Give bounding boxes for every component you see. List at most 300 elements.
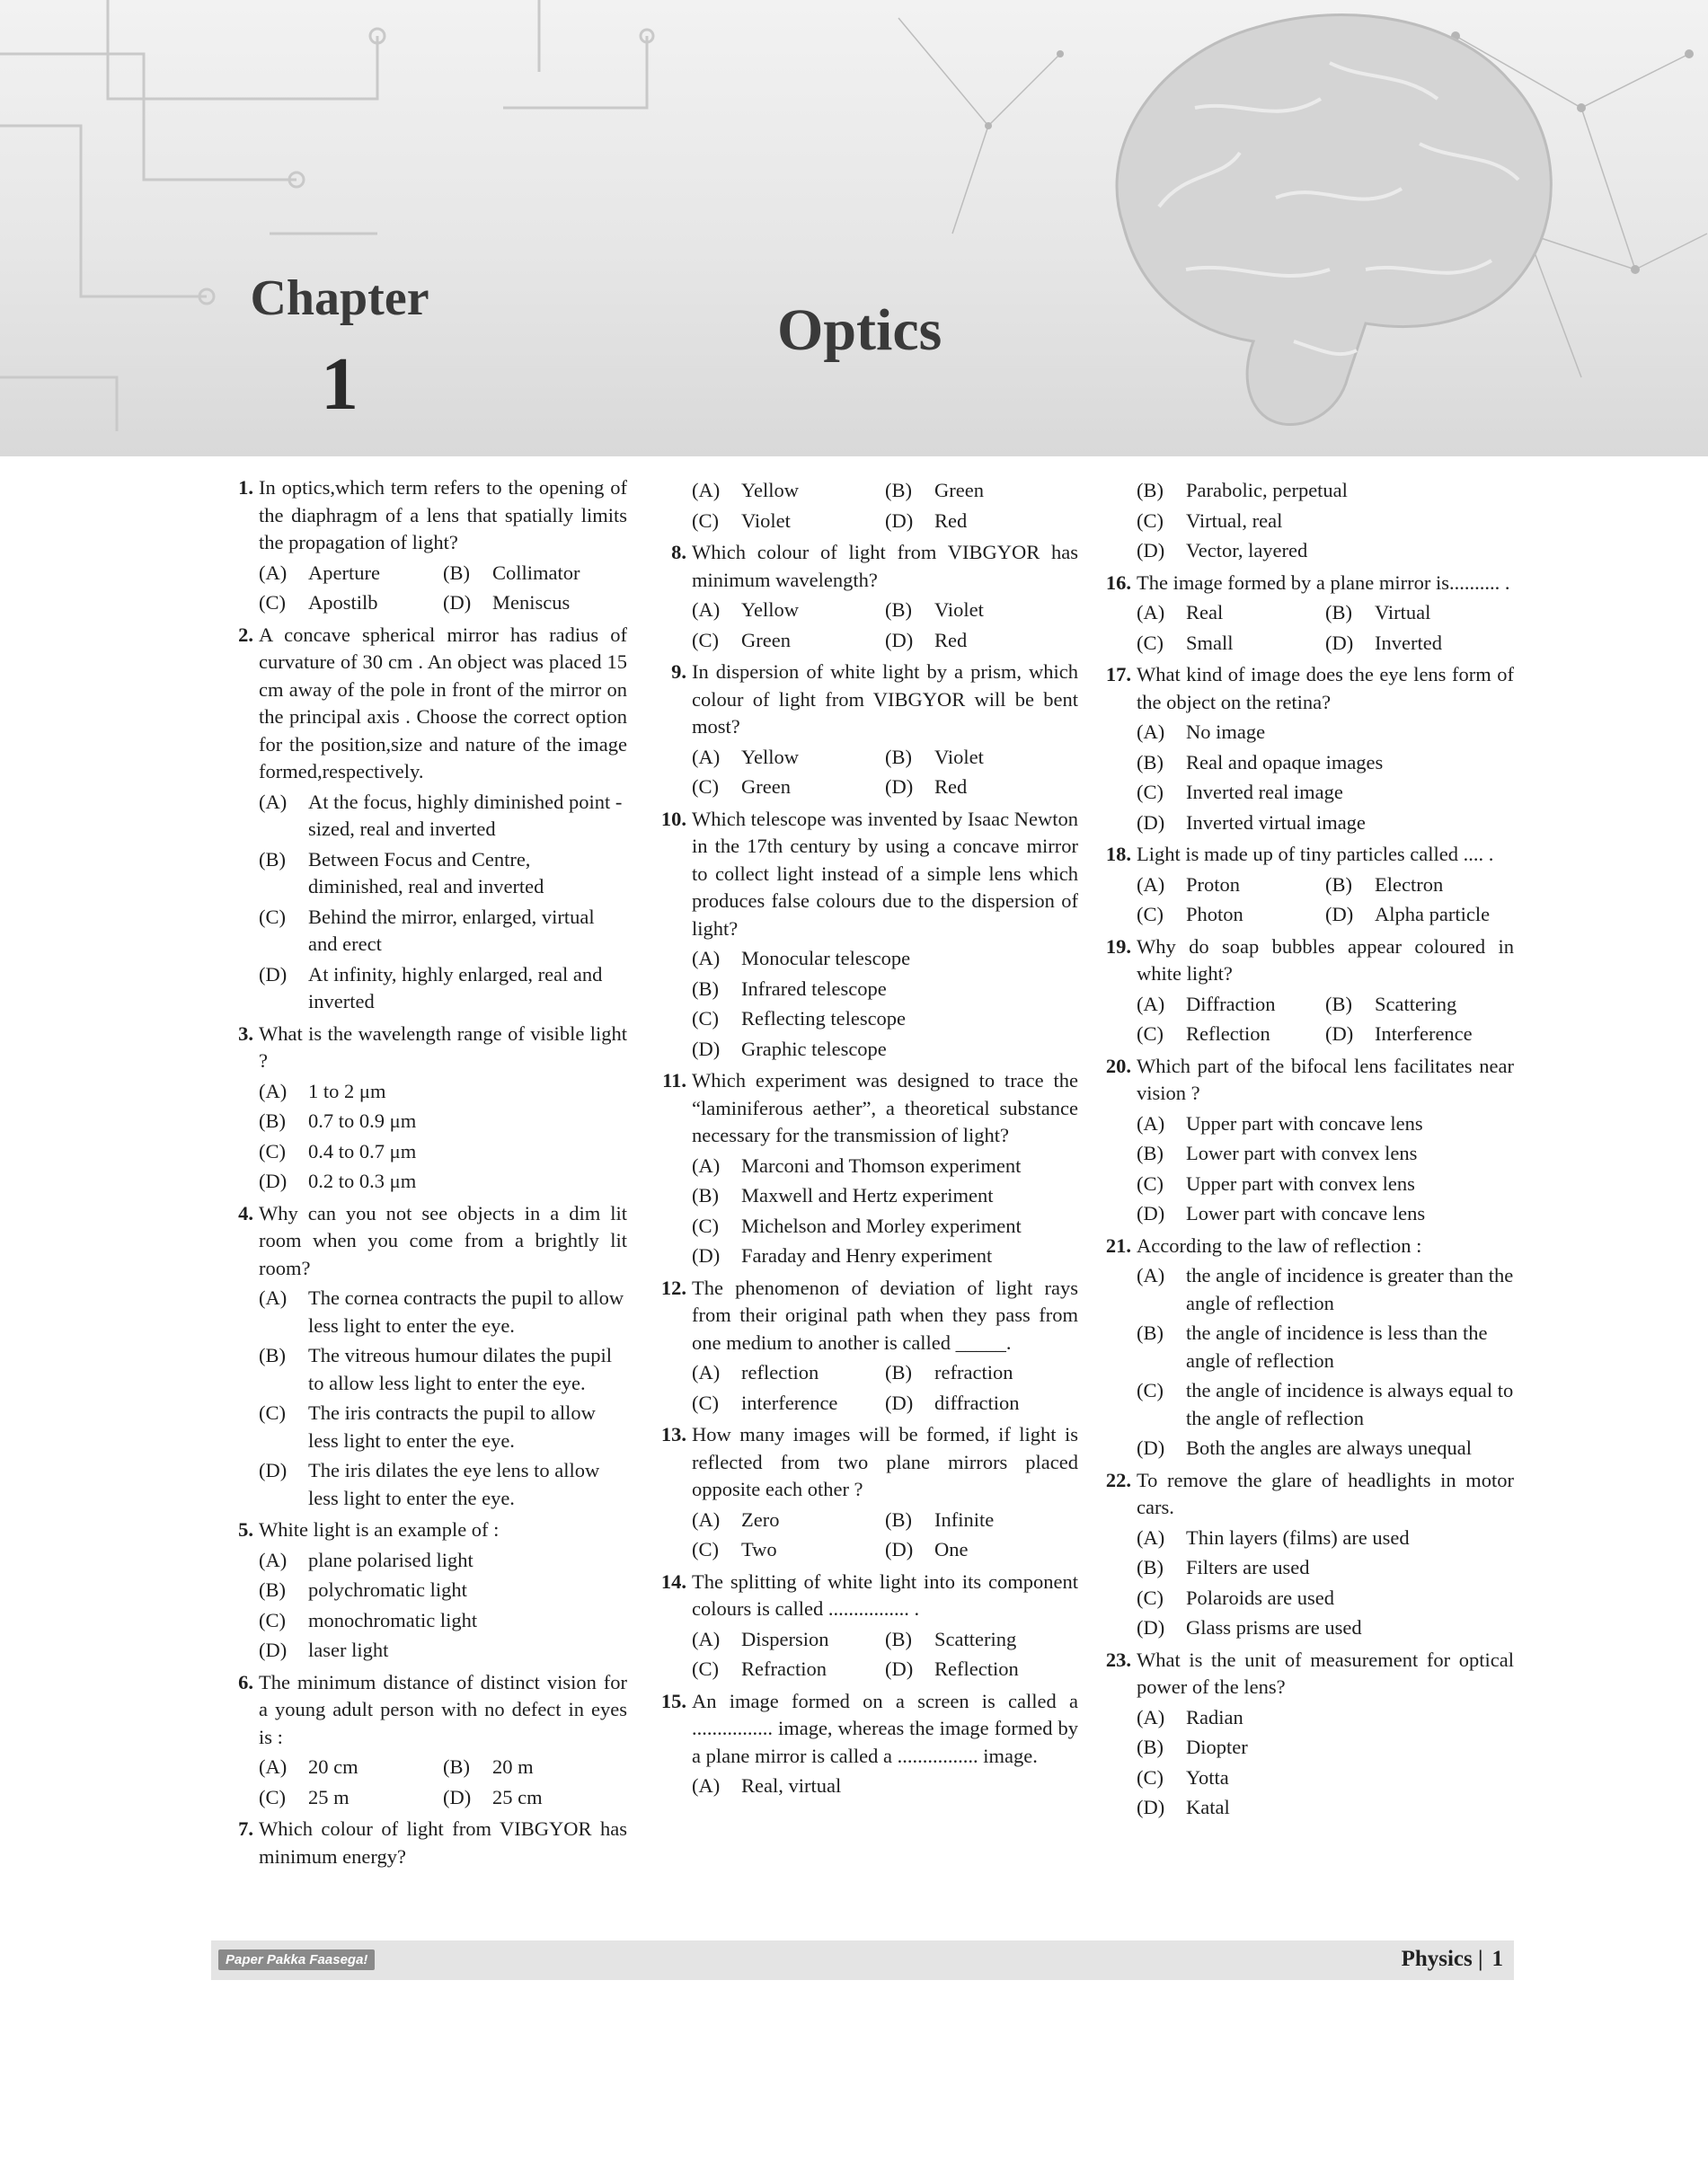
question-number: 9.: [671, 660, 686, 683]
option-label: (D): [1137, 539, 1165, 561]
question-number: 16.: [1105, 570, 1131, 594]
option-text: Monocular telescope: [741, 947, 911, 969]
question: [656, 806, 1078, 1066]
option-label: (A): [1137, 1525, 1165, 1549]
question-text: An image formed on a screen is called a ................ image, whereas the image formed by a plane mirror is called a ................ image.: [692, 1689, 1078, 1767]
answer-option: [259, 961, 627, 1016]
option-label: (C): [692, 1391, 719, 1414]
answer-option: [259, 1285, 627, 1339]
option-label: (C): [259, 1139, 286, 1162]
question-text: Which telescope was invented by Isaac Newton in the 17th century by using a concave mirror to collect light instead of a simple lens which produces false colours due to the dispersion of light?: [692, 807, 1078, 940]
option-text: Alpha particle: [1375, 903, 1491, 925]
option-text: Filters are used: [1186, 1556, 1310, 1578]
option-label: (B): [443, 561, 470, 584]
option-label: (C): [692, 1007, 719, 1030]
answer-option: [259, 560, 443, 588]
option-label: (A): [692, 1507, 721, 1531]
answer-options: [1137, 991, 1514, 1051]
option-text: Upper part with concave lens: [1186, 1111, 1423, 1135]
answer-option: [885, 744, 1078, 772]
answer-option: [692, 1772, 1078, 1800]
option-text: Between Focus and Centre, diminished, real and inverted: [308, 847, 544, 897]
option-text: 0.4 to 0.7 μm: [308, 1139, 417, 1162]
answer-option: [692, 1153, 1078, 1180]
option-text: Photon: [1186, 903, 1243, 925]
option-text: Scattering: [1375, 992, 1457, 1015]
option-label: (B): [1137, 1556, 1164, 1578]
option-label: (C): [692, 1538, 719, 1560]
question-number: 19.: [1105, 934, 1131, 958]
question: [223, 474, 627, 620]
answer-option: [1137, 1764, 1514, 1792]
option-label: (B): [885, 598, 912, 621]
answer-option: [692, 1005, 1078, 1033]
answer-option: [259, 1637, 627, 1665]
question-number: 17.: [1105, 663, 1131, 685]
option-label: (C): [692, 628, 719, 651]
option-text: Meniscus: [492, 591, 571, 614]
question: [1101, 841, 1514, 932]
option-label: (A): [692, 947, 721, 969]
option-text: The cornea contracts the pupil to allow less light to enter the eye.: [308, 1286, 624, 1337]
option-label: (B): [1325, 992, 1352, 1015]
answer-option: [1137, 477, 1514, 505]
option-text: Scattering: [934, 1627, 1017, 1650]
page-number: 1: [1491, 1947, 1503, 1971]
answer-option: [692, 774, 885, 801]
option-label: (D): [259, 1459, 288, 1481]
answer-option: [885, 508, 1078, 535]
question-text: The minimum distance of distinct vision for a young adult person with no defect in eyes is :: [259, 1670, 627, 1748]
answer-option: [1137, 1110, 1514, 1138]
option-label: (C): [692, 1658, 719, 1680]
answer-options: [1137, 719, 1514, 839]
option-label: (C): [259, 591, 286, 614]
answer-option: [1137, 1171, 1514, 1198]
question-text: According to the law of reflection :: [1137, 1233, 1422, 1257]
option-text: monochromatic light: [308, 1608, 478, 1631]
question: [1101, 1647, 1514, 1825]
question: [1101, 1053, 1514, 1231]
answer-option: [1137, 719, 1514, 747]
question-text: White light is an example of :: [259, 1518, 500, 1541]
option-label: (D): [443, 591, 472, 614]
option-text: Behind the mirror, enlarged, virtual and erect: [308, 905, 595, 955]
option-label: (D): [885, 1658, 914, 1680]
question-text: What is the wavelength range of visible light ?: [259, 1021, 627, 1072]
option-text: Reflection: [934, 1658, 1019, 1680]
page-footer: [211, 1940, 1514, 1980]
answer-option: [259, 1607, 627, 1635]
option-label: (D): [885, 628, 914, 651]
option-text: Reflecting telescope: [741, 1007, 907, 1030]
answer-options: [259, 789, 627, 1019]
answer-option: [885, 597, 1078, 624]
option-label: (D): [885, 1391, 914, 1414]
answer-option: [1137, 1734, 1514, 1762]
option-text: Yellow: [741, 598, 799, 621]
question-number: 13.: [660, 1423, 686, 1445]
question-text: Which colour of light from VIBGYOR has minimum wavelength?: [692, 541, 1078, 591]
answer-option: [885, 1536, 1078, 1564]
question: [1101, 1467, 1514, 1645]
option-label: (A): [692, 598, 721, 621]
option-label: (C): [259, 905, 286, 928]
answer-option: [1137, 749, 1514, 777]
brain-illustration: [1117, 15, 1551, 425]
answer-option: [692, 1036, 1078, 1064]
option-label: (C): [692, 508, 719, 532]
option-label: (D): [1137, 1616, 1165, 1639]
answer-option: [259, 1784, 443, 1812]
option-text: Glass prisms are used: [1186, 1616, 1362, 1639]
answer-option: [885, 1390, 1078, 1418]
option-label: (A): [1137, 1705, 1165, 1728]
answer-option: [1137, 779, 1514, 807]
option-text: Real and opaque images: [1186, 750, 1384, 774]
option-text: Inverted virtual image: [1186, 810, 1366, 834]
option-text: Violet: [934, 745, 984, 768]
answer-option: [443, 589, 627, 617]
option-text: Lower part with concave lens: [1186, 1202, 1426, 1224]
option-label: (A): [1137, 601, 1165, 623]
option-label: (C): [1137, 1586, 1164, 1609]
option-label: (D): [1325, 903, 1354, 925]
option-text: Maxwell and Hertz experiment: [741, 1184, 994, 1207]
option-text: Real, virtual: [741, 1774, 842, 1797]
option-text: Polaroids are used: [1186, 1586, 1334, 1609]
option-text: Vector, layered: [1186, 539, 1308, 561]
option-label: (C): [259, 1401, 286, 1424]
option-label: (C): [259, 1785, 286, 1808]
option-text: Small: [1186, 631, 1234, 654]
question-text: Why do soap bubbles appear coloured in white light?: [1137, 934, 1514, 985]
option-text: The vitreous humour dilates the pupil to allow less light to enter the eye.: [308, 1344, 613, 1394]
answer-options: [692, 1626, 1078, 1686]
option-text: interference: [741, 1391, 838, 1414]
question-number: 11.: [662, 1069, 686, 1092]
option-label: (D): [1325, 631, 1354, 654]
question-number: 20.: [1105, 1054, 1131, 1077]
answer-options: [692, 477, 1078, 537]
answer-option: [692, 1626, 885, 1654]
option-text: Yellow: [741, 745, 799, 768]
subject-name: Physics |: [1401, 1947, 1483, 1971]
option-label: (C): [1137, 1379, 1164, 1401]
option-text: Apostilb: [308, 591, 378, 614]
answer-options: [1137, 871, 1514, 932]
option-text: Parabolic, perpetual: [1186, 479, 1348, 501]
question-number: 3.: [238, 1021, 253, 1045]
chapter-title: Optics: [777, 297, 942, 363]
answer-option: [1137, 901, 1325, 929]
option-label: (C): [1137, 903, 1164, 925]
option-label: (D): [692, 1037, 721, 1060]
answer-option: [1137, 991, 1325, 1019]
answer-option: [1137, 1435, 1514, 1463]
option-text: the angle of incidence is always equal to the angle of reflection: [1186, 1379, 1514, 1429]
question-column-3: [1101, 474, 1514, 1826]
answer-option: [1137, 1585, 1514, 1613]
answer-option: [885, 774, 1078, 801]
answer-option: [692, 1213, 1078, 1241]
option-label: (B): [259, 847, 286, 871]
question-text: What kind of image does the eye lens form of the object on the retina?: [1137, 663, 1514, 713]
question-text: Light is made up of tiny particles called .... .: [1137, 843, 1494, 865]
option-label: (C): [1137, 631, 1164, 654]
question-text: In optics,which term refers to the opening of the diaphragm of a lens that spatially limits the propagation of light?: [259, 476, 627, 553]
answer-option: [1137, 1140, 1514, 1168]
option-text: 25 cm: [492, 1785, 543, 1808]
answer-option: [1137, 1554, 1514, 1582]
answer-option: [259, 1108, 627, 1136]
option-label: (D): [692, 1244, 721, 1267]
question-number: 1.: [238, 476, 253, 499]
option-label: (D): [1137, 1202, 1165, 1224]
option-label: (B): [885, 1627, 912, 1650]
option-label: (B): [1137, 750, 1164, 774]
option-text: 1 to 2 μm: [308, 1079, 386, 1102]
option-label: (D): [259, 1639, 288, 1661]
option-text: Violet: [934, 598, 984, 621]
option-text: Katal: [1186, 1796, 1230, 1818]
answer-options: [259, 560, 627, 620]
answer-options: [1137, 477, 1514, 568]
option-label: (A): [259, 1286, 288, 1309]
option-label: (C): [1137, 508, 1164, 532]
option-text: the angle of incidence is less than the angle of reflection: [1186, 1322, 1488, 1372]
option-text: the angle of incidence is greater than the angle of reflection: [1186, 1264, 1514, 1314]
chapter-number: 1: [321, 342, 358, 426]
option-text: Virtual, real: [1186, 508, 1283, 532]
answer-option: [1325, 630, 1514, 658]
option-label: (B): [259, 1109, 286, 1132]
option-text: Green: [741, 628, 791, 651]
option-label: (A): [259, 561, 288, 584]
question-number: 15.: [660, 1689, 686, 1712]
option-text: Refraction: [741, 1658, 827, 1680]
question: [656, 1688, 1078, 1803]
option-text: Upper part with convex lens: [1186, 1171, 1415, 1195]
answer-options: [692, 1359, 1078, 1419]
option-text: Proton: [1186, 872, 1241, 896]
option-label: (D): [443, 1785, 472, 1808]
question-text: A concave spherical mirror has radius of curvature of 30 cm . An object was placed 15 cm away of the pole in front of the mirror on the principal axis . Choose the correct option for the position,size and nature of the image formed,respectively.: [259, 623, 627, 782]
option-text: Faraday and Henry experiment: [741, 1244, 993, 1267]
option-label: (B): [1137, 1322, 1164, 1344]
question: [223, 1021, 627, 1198]
answer-options: [1137, 1525, 1514, 1645]
answer-option: [1137, 1320, 1514, 1375]
option-text: At the focus, highly diminished point - sized, real and inverted: [308, 790, 623, 840]
option-text: plane polarised light: [308, 1548, 473, 1571]
option-label: (A): [692, 745, 721, 768]
option-text: refraction: [934, 1361, 1013, 1383]
option-label: (A): [692, 479, 721, 501]
option-text: Diopter: [1186, 1736, 1248, 1758]
option-label: (B): [259, 1344, 286, 1366]
question: [656, 1421, 1078, 1567]
option-label: (B): [443, 1755, 470, 1778]
option-text: 0.2 to 0.3 μm: [308, 1170, 417, 1192]
answer-option: [259, 1138, 627, 1166]
question-column-2: [656, 474, 1078, 1805]
answer-option: [259, 1457, 627, 1512]
option-text: Lower part with convex lens: [1186, 1142, 1418, 1164]
question-number: 22.: [1105, 1468, 1131, 1491]
answer-options: [1137, 1262, 1514, 1465]
option-label: (D): [1325, 1022, 1354, 1045]
option-text: Virtual: [1375, 601, 1431, 623]
answer-option: [259, 1400, 627, 1454]
answer-options: [259, 1078, 627, 1198]
option-label: (A): [259, 1548, 288, 1571]
option-text: Dispersion: [741, 1627, 829, 1650]
question: [223, 1816, 627, 1870]
option-text: Green: [934, 479, 984, 501]
answer-option: [1137, 809, 1514, 837]
answer-option: [692, 597, 885, 624]
option-text: reflection: [741, 1361, 819, 1383]
option-text: Infinite: [934, 1507, 995, 1531]
option-text: The iris dilates the eye lens to allow less light to enter the eye.: [308, 1459, 600, 1509]
answer-option: [885, 627, 1078, 655]
question-number: 2.: [238, 623, 253, 646]
answer-option: [443, 1754, 627, 1781]
answer-options: [1137, 1110, 1514, 1231]
answer-option: [259, 1168, 627, 1196]
question-text: The image formed by a plane mirror is.......... .: [1137, 570, 1510, 594]
answer-option: [692, 744, 885, 772]
option-label: (D): [885, 775, 914, 798]
option-label: (C): [259, 1608, 286, 1631]
option-label: (B): [1325, 872, 1352, 896]
answer-option: [1137, 1525, 1514, 1552]
answer-option: [692, 1536, 885, 1564]
question-text: The splitting of white light into its component colours is called ................ .: [692, 1569, 1078, 1620]
chapter-banner: [0, 0, 1708, 456]
question-text: In dispersion of white light by a prism, which colour of light from VIBGYOR will be bent most?: [692, 660, 1078, 738]
answer-option: [1137, 1377, 1514, 1432]
answer-options: [1137, 599, 1514, 659]
option-label: (A): [1137, 1264, 1165, 1286]
option-text: polychromatic light: [308, 1578, 467, 1601]
answer-option: [692, 477, 885, 505]
question: [1101, 1233, 1514, 1465]
answer-option: [1137, 537, 1514, 565]
answer-options: [692, 1507, 1078, 1567]
question: [1101, 661, 1514, 839]
option-text: No image: [1186, 720, 1266, 743]
option-text: Violet: [741, 508, 791, 532]
answer-option: [1137, 1021, 1325, 1048]
option-label: (B): [885, 479, 912, 501]
answer-option: [692, 508, 885, 535]
option-text: Red: [934, 508, 968, 532]
question: [223, 1669, 627, 1815]
option-label: (D): [1137, 1796, 1165, 1818]
question: [656, 659, 1078, 804]
option-label: (A): [692, 1154, 721, 1177]
answer-options: [692, 945, 1078, 1065]
footer-subject: [1402, 1947, 1503, 1972]
question-text: Which colour of light from VIBGYOR has minimum energy?: [259, 1817, 627, 1868]
answer-options: [1137, 1704, 1514, 1825]
option-text: Michelson and Morley experiment: [741, 1214, 1022, 1237]
answer-option: [443, 1784, 627, 1812]
answer-option: [1325, 1021, 1514, 1048]
question: [223, 1516, 627, 1667]
option-text: Electron: [1375, 872, 1444, 896]
question-number: 4.: [238, 1201, 253, 1224]
answer-option: [1137, 1704, 1514, 1732]
option-label: (C): [1137, 1022, 1164, 1045]
answer-options: [692, 597, 1078, 657]
question: [1101, 570, 1514, 660]
answer-option: [443, 560, 627, 588]
option-text: Green: [741, 775, 791, 798]
answer-option: [692, 1656, 885, 1684]
answer-option: [885, 1626, 1078, 1654]
option-text: Yellow: [741, 479, 799, 501]
option-label: (D): [885, 1538, 914, 1560]
option-text: Aperture: [308, 561, 380, 584]
answer-option: [692, 1242, 1078, 1270]
option-text: Red: [934, 628, 968, 651]
option-text: Inverted: [1375, 631, 1442, 654]
answer-option: [1325, 871, 1514, 899]
question: [656, 1569, 1078, 1686]
question-text: Which part of the bifocal lens facilitates near vision ?: [1137, 1054, 1514, 1104]
question-text: How many images will be formed, if light is reflected from two plane mirrors placed opposite each other ?: [692, 1423, 1078, 1500]
answer-option: [885, 1359, 1078, 1387]
option-label: (B): [885, 1507, 912, 1531]
answer-option: [1325, 901, 1514, 929]
question-column-1: [223, 474, 627, 1872]
question: [656, 1067, 1078, 1273]
question-number: 14.: [660, 1569, 686, 1593]
option-label: (C): [692, 1214, 719, 1237]
option-label: (B): [1137, 1736, 1164, 1758]
answer-option: [1325, 599, 1514, 627]
question-continued: [1101, 477, 1514, 568]
question: [223, 622, 627, 1019]
answer-option: [259, 1754, 443, 1781]
option-text: Collimator: [492, 561, 580, 584]
question-number: 23.: [1105, 1648, 1131, 1671]
option-text: Marconi and Thomson experiment: [741, 1154, 1022, 1177]
question-number: 8.: [671, 541, 686, 563]
answer-option: [1137, 1794, 1514, 1822]
answer-options: [259, 1754, 627, 1814]
answer-option: [692, 976, 1078, 1003]
question-text: The phenomenon of deviation of light rays from their original path when they pass from one medium to another is called _____.: [692, 1276, 1078, 1354]
option-text: Real: [1186, 601, 1224, 623]
option-text: The iris contracts the pupil to allow less light to enter the eye.: [308, 1401, 596, 1452]
option-text: Reflection: [1186, 1022, 1270, 1045]
option-text: Zero: [741, 1507, 780, 1531]
option-text: Yotta: [1186, 1765, 1229, 1789]
answer-option: [692, 627, 885, 655]
answer-options: [692, 1153, 1078, 1273]
option-text: Radian: [1186, 1705, 1243, 1728]
answer-option: [692, 1390, 885, 1418]
option-label: (D): [1137, 810, 1165, 834]
question-text: Which experiment was designed to trace the “laminiferous aether”, a theoretical substance necessary for the transmission of light?: [692, 1069, 1078, 1146]
question: [1101, 933, 1514, 1051]
option-text: diffraction: [934, 1391, 1020, 1414]
option-label: (B): [1137, 479, 1164, 501]
